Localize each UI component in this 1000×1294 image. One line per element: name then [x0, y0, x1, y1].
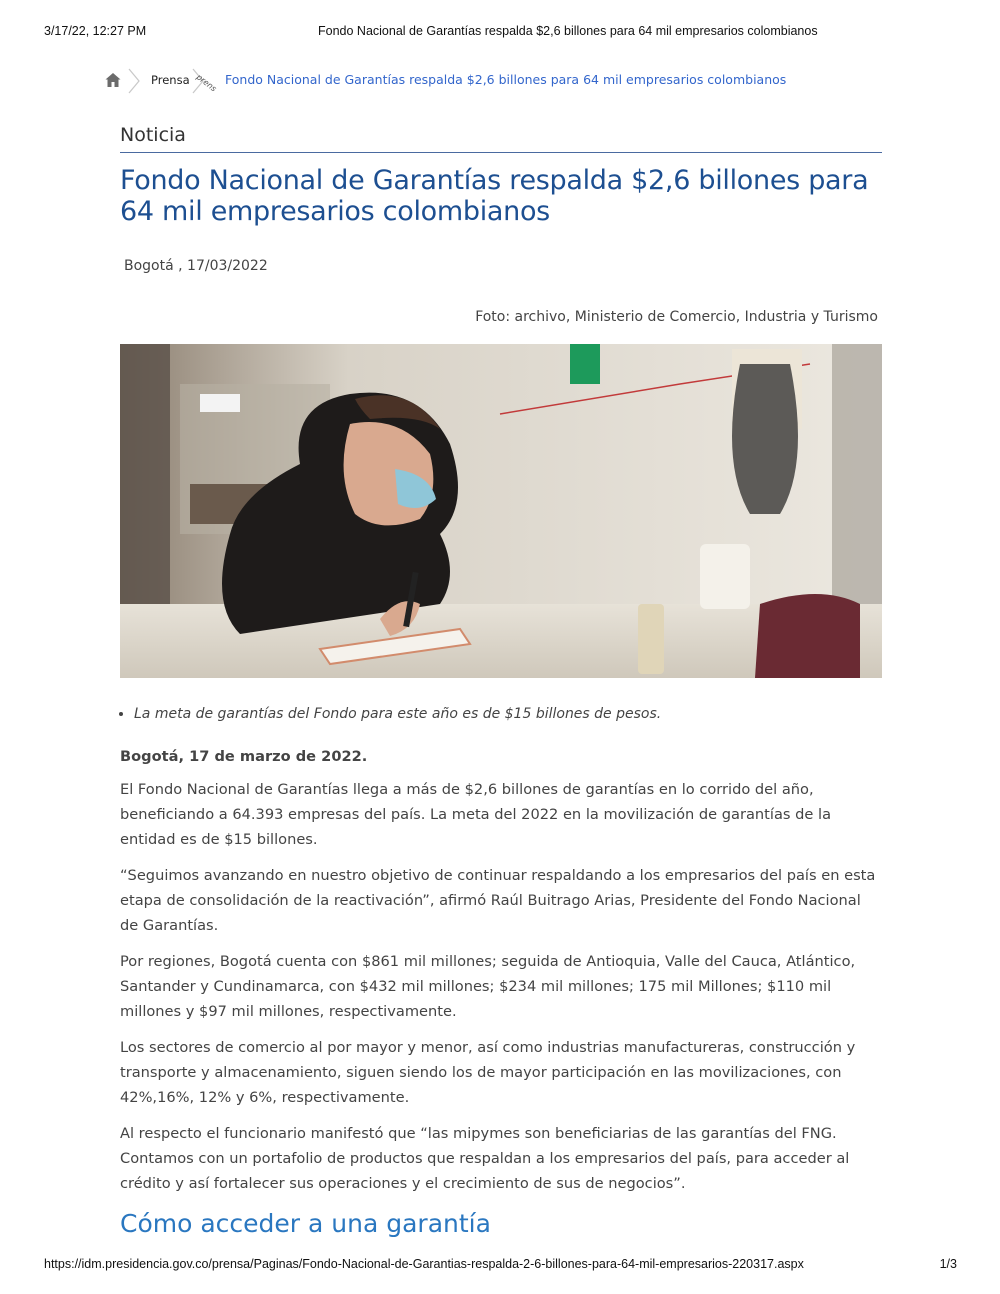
- breadcrumb-stamp: [190, 68, 220, 94]
- breadcrumb-current-link[interactable]: Fondo Nacional de Garantías respalda $2,6 billones para 64 mil empresarios colombianos: [225, 72, 787, 87]
- breadcrumb: [104, 68, 904, 94]
- chevron-right-icon: [126, 68, 142, 94]
- print-footer: [0, 1255, 1000, 1275]
- article-headline: Fondo Nacional de Garantías respalda $2,6 billones para 64 mil empresarios colombianos: [120, 165, 869, 227]
- article-highlights: [120, 706, 896, 722]
- article-paragraph: El Fondo Nacional de Garantías llega a más de $2,6 billones de garantías en lo corrido del año, beneficiando a 64.393 empresas del país. La meta del 2022 en la movilización de garantías de la entidad es de $15 billones.: [120, 781, 832, 848]
- highlight-item: • La meta de garantías del Fondo para este año es de $15 billones de pesos.: [134, 706, 896, 722]
- article-paragraph: Por regiones, Bogotá cuenta con $861 mil millones; seguida de Antioquia, Valle del Cauca, Atlántico, Santander y Cundinamarca, con $432 mil millones; $234 mil millones; 175 mil Millones; $110 mil millones y $97 mil millones, respectivamente.: [120, 953, 856, 1020]
- section-label: Noticia: [120, 124, 882, 153]
- print-page-number: 1/3: [939, 1257, 957, 1271]
- article-lead: Bogotá, 17 de marzo de 2022.: [120, 748, 368, 765]
- print-header: [0, 22, 1000, 42]
- print-date: 3/17/22, 12:27 PM: [44, 24, 147, 38]
- svg-text:prens: prens: [194, 72, 219, 94]
- article-body: [120, 744, 882, 1207]
- print-url: https://idm.presidencia.gov.co/prensa/Paginas/Fondo-Nacional-de-Garantias-respalda-2-6-billones-para-64-mil-empresarios-220317.aspx: [44, 1257, 804, 1271]
- article-dateline: Bogotá , 17/03/2022: [124, 258, 268, 274]
- home-icon[interactable]: [104, 71, 122, 89]
- article-paragraph: Los sectores de comercio al por mayor y menor, así como industrias manufactureras, construcción y transporte y almacenamiento, siguen siendo los de mayor participación en las movilizaciones, con 42%,16%, 12% y 6%, respectivamente.: [120, 1039, 856, 1106]
- article-photo: [120, 344, 882, 678]
- photo-caption: Foto: archivo, Ministerio de Comercio, Industria y Turismo: [475, 309, 878, 325]
- article-paragraph: “Seguimos avanzando en nuestro objetivo de continuar respaldando a los empresarios del país en esta etapa de consolidación de la reactivación”, afirmó Raúl Buitrago Arias, Presidente del Fondo Nacional de Garantías.: [120, 867, 876, 934]
- article-subheading: Cómo acceder a una garantía: [120, 1209, 491, 1238]
- print-title: Fondo Nacional de Garantías respalda $2,6 billones para 64 mil empresarios colombianos: [318, 24, 818, 38]
- breadcrumb-prensa-link[interactable]: Prensa: [151, 73, 190, 87]
- article-paragraph: Al respecto el funcionario manifestó que “las mipymes son beneficiarias de las garantías del FNG. Contamos con un portafolio de productos que respaldan a los empresarios del país, para acceder al crédito y así fortalecer sus operaciones y el crecimiento de sus de negocios”.: [120, 1125, 850, 1192]
